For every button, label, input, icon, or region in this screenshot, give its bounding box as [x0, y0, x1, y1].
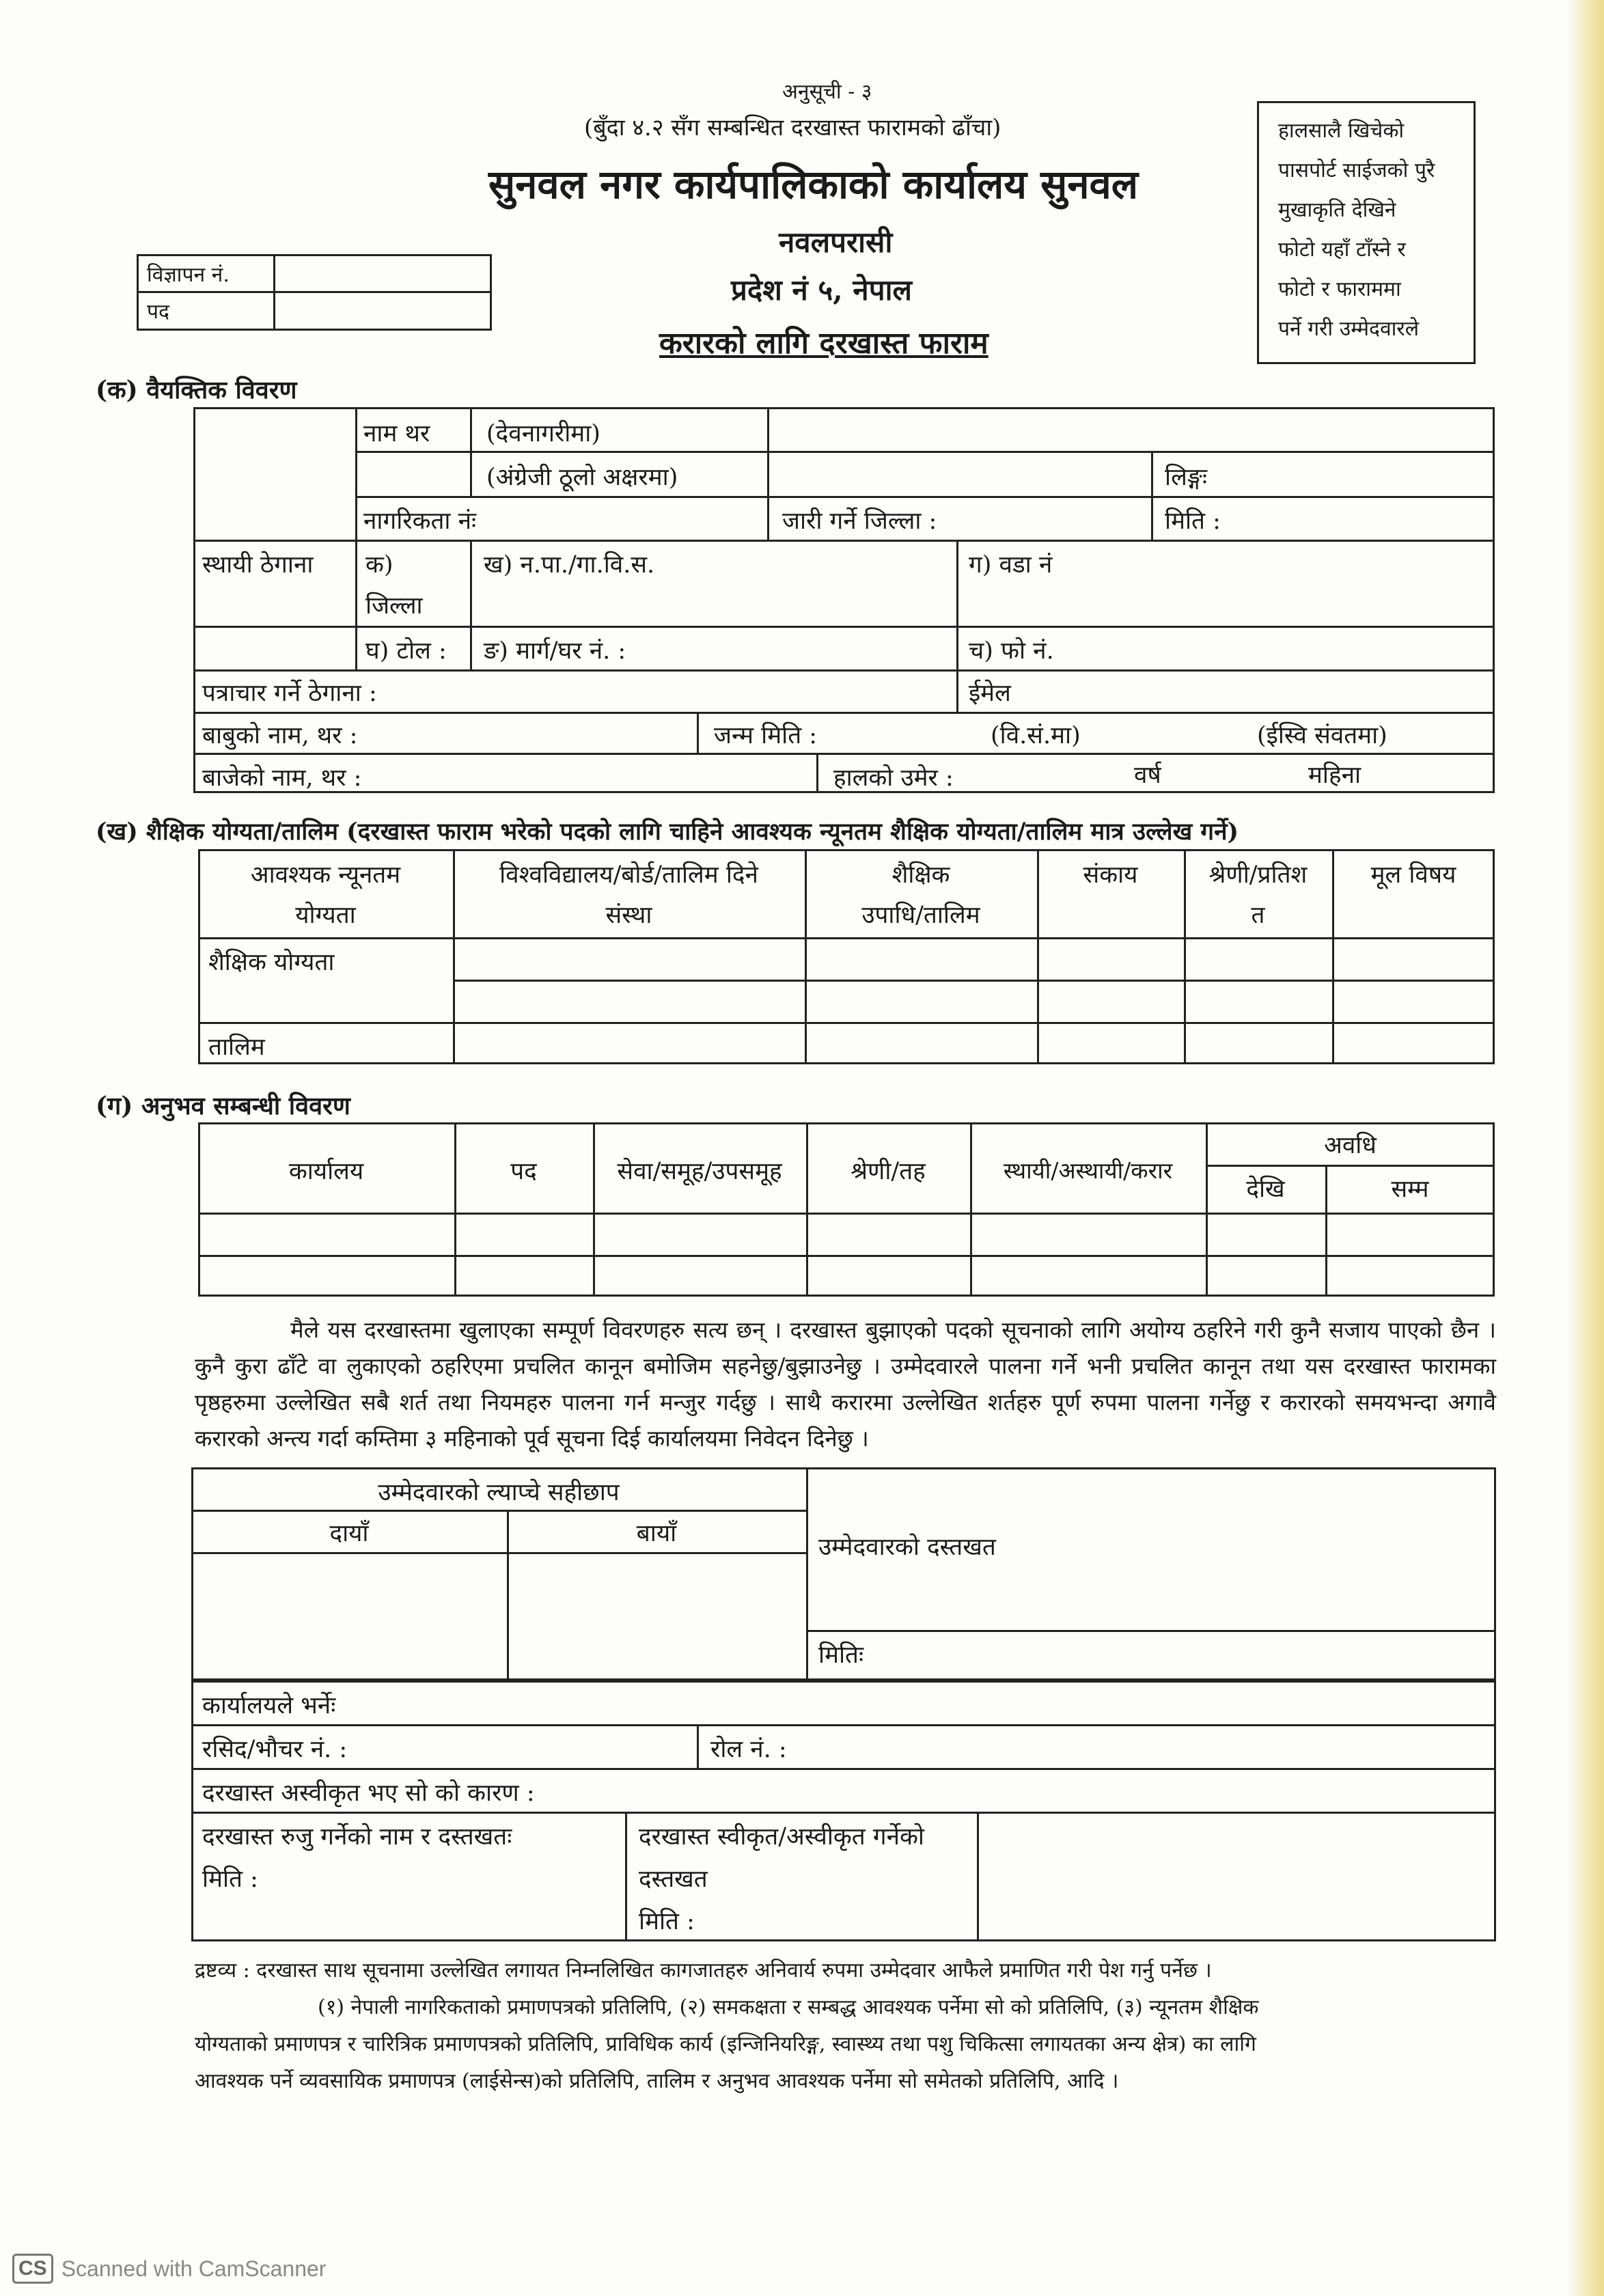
exp-header-from: देखि — [1246, 1176, 1285, 1203]
edu-header-qualification-2: योग्यता — [295, 902, 356, 929]
thumbprint-label: उम्मेदवारको ल्याप्चे सहीछाप — [378, 1479, 620, 1506]
left-thumb-label: बायाँ — [636, 1520, 677, 1547]
province-title: प्रदेश नं ५, नेपाल — [731, 273, 912, 307]
photo-line: मुखाकृति देखिने — [1278, 198, 1396, 222]
exp-header-level: श्रेणी/तह — [851, 1158, 926, 1185]
gender-label: लिङ्गः — [1165, 464, 1208, 491]
edu-header-institution-2: संस्था — [605, 902, 652, 929]
note-line-2: (१) नेपाली नागरिकताको प्रमाणपत्रको प्रतिलिपि, (२) समकक्षता र सम्बद्ध आवश्यक पर्नेमा सो को प्रतिलिपि, (३) न्यूनतम शैक्षिक — [318, 1995, 1259, 2019]
address-ka-label: क) — [365, 551, 393, 579]
edu-row-label: शैक्षिक योग्यता — [208, 949, 335, 976]
dob-bs-label: (वि.सं.मा) — [991, 722, 1081, 749]
edu-header-division: श्रेणी/प्रतिश — [1208, 861, 1308, 889]
checker-date-label: मिति : — [202, 1866, 258, 1893]
photo-line: हालसालै खिचेको — [1278, 119, 1405, 143]
advert-no-label: विज्ञापन नं. — [147, 263, 230, 287]
edu-header-subject: मूल विषय — [1370, 861, 1456, 889]
photo-line: फोटो यहाँ टाँस्ने र — [1278, 238, 1406, 262]
schedule-label: अनुसूची - ३ — [782, 80, 872, 104]
approver-date-label: मिति : — [639, 1908, 695, 1935]
note-line-3: योग्यताको प्रमाणपत्र र चारित्रिक प्रमाणपत्रको प्रतिलिपि, प्राविधिक कार्य (इन्जिनियरिङ्ग, स्वास्थ्य तथा पशु चिकित्सा लगायतका अन्य क्षेत्र) का लागि — [195, 2032, 1256, 2056]
exp-header-office: कार्यालय — [288, 1158, 364, 1185]
receipt-no-label: रसिद/भौचर नं. : — [202, 1736, 348, 1763]
note-line-1: द्रष्टव्य : दरखास्त साथ सूचनामा उल्लेखित लगायत निम्नलिखित कागजातहरु अनिवार्य रुपमा उम्मेदवार आफैले प्रमाणित गरी पेश गर्नु पर्नेछ । — [195, 1959, 1212, 1982]
right-thumb-label: दायाँ — [329, 1520, 369, 1547]
candidate-signature-label: उम्मेदवारको दस्तखत — [818, 1534, 996, 1561]
email-label: ईमेल — [969, 680, 1011, 707]
citizenship-label: नागरिकता नंः — [363, 508, 477, 535]
exp-header-period: अवधि — [1324, 1132, 1377, 1159]
camscanner-text: Scanned with CamScanner — [61, 2256, 327, 2281]
edu-header-qualification: आवश्यक न्यूनतम — [250, 861, 401, 889]
municipality-label: ख) न.पा./गा.वि.स. — [484, 551, 655, 579]
phone-label: च) फो नं. — [969, 637, 1054, 665]
photo-box — [1257, 101, 1476, 364]
father-name-label: बाबुको नाम, थर : — [202, 722, 358, 749]
name-devanagari-field[interactable] — [772, 413, 1489, 447]
grandfather-name-label: बाजेको नाम, थर : — [202, 764, 362, 792]
training-row-label: तालिम — [208, 1034, 265, 1061]
section-a-title: (क) वैयक्तिक विवरण — [96, 376, 297, 404]
edu-header-institution: विश्वविद्यालय/बोर्ड/तालिम दिने — [499, 861, 758, 889]
age-month-label: महिना — [1308, 762, 1361, 789]
photo-line: फोटो र फाराममा — [1278, 277, 1401, 301]
post-field[interactable] — [280, 295, 485, 327]
name-devanagari-label: (देवनागरीमा) — [486, 420, 600, 447]
edu-header-degree-2: उपाधि/तालिम — [861, 902, 980, 929]
correspondence-address-label: पत्राचार गर्ने ठेगाना : — [202, 680, 377, 707]
tole-label: घ) टोल : — [365, 637, 447, 665]
rejection-reason-label: दरखास्त अस्वीकृत भए सो को कारण : — [202, 1780, 535, 1807]
form-title: करारको लागि दरखास्त फाराम — [659, 326, 988, 361]
section-c-title: (ग) अनुभव सम्बन्धी विवरण — [96, 1092, 350, 1120]
checker-label: दरखास्त रुजु गर्नेको नाम र दस्तखतः — [202, 1823, 512, 1851]
edu-header-faculty: संकाय — [1083, 861, 1138, 889]
issue-date-label: मिति : — [1165, 508, 1221, 535]
exp-header-type: स्थायी/अस्थायी/करार — [1003, 1157, 1173, 1184]
camscanner-watermark — [12, 2252, 326, 2285]
name-english-label: (अंग्रेजी ठूलो अक्षरमा) — [486, 464, 678, 491]
name-label: नाम थर — [363, 420, 430, 447]
form-subtitle: (बुँदा ४.२ सँग सम्बन्धित दरखास्त फारामको ढाँचा) — [584, 114, 1001, 141]
name-english-field[interactable] — [772, 456, 1148, 492]
exp-header-service: सेवा/समूह/उपसमूह — [617, 1158, 782, 1185]
office-title: सुनवल नगर कार्यपालिकाको कार्यालय सुनवल — [488, 161, 1139, 208]
photo-line: पासपोर्ट साईजको पुरै — [1278, 158, 1435, 182]
note-line-4: आवश्यक पर्ने व्यवसायिक प्रमाणपत्र (लाईसेन्स)को प्रतिलिपि, तालिम र अनुभव आवश्यक पर्नेमा सो समेतको प्रतिलिपि, आदि । — [195, 2069, 1119, 2093]
exp-header-post: पद — [510, 1158, 537, 1185]
permanent-address-label: स्थायी ठेगाना — [202, 551, 314, 579]
advert-no-field[interactable] — [280, 258, 485, 287]
current-age-label: हालको उमेर : — [833, 764, 954, 792]
dob-ad-label: (ईस्वि संवतमा) — [1257, 722, 1387, 749]
camscanner-logo-icon: CS — [12, 2254, 53, 2284]
address-district-label: जिल्ला — [365, 592, 423, 620]
declaration-text: मैले यस दरखास्तमा खुलाएका सम्पूर्ण विवरणहरु सत्य छन् । दरखास्त बुझाएको पदको सूचनाको लागि अयोग्य ठहरिने गरी कुनै सजाय पाएको छैन । कुनै कुरा ढाँटे वा लुकाएको ठहरिएमा प्रचलित कानून बमोजिम सहनेछु/बुझाउनेछु । उम्मेदवारले पालना गर्ने भनी प्रचलित कानून तथा यस दरखास्त फारामका पृष्ठहरुमा उल्लेखित सबै शर्त तथा नियमहरु पालना गर्न मन्जुर गर्दछु । साथै करारमा उल्लेखित शर्तहरु पूर्ण रुपमा पालना गर्नेछु र करारको समयभन्दा अगावै करारको अन्त्य गर्दा कम्तिमा ३ महिनाको पूर्व सूचना दिई कार्यालयमा निवेदन दिनेछु । — [195, 1316, 1496, 1452]
edu-header-division-2: त — [1251, 902, 1265, 929]
roll-no-label: रोल नं. : — [710, 1736, 787, 1763]
post-label: पद — [147, 300, 169, 324]
age-year-label: वर्ष — [1134, 762, 1161, 789]
left-thumbprint-area[interactable] — [511, 1556, 802, 1676]
district-title: नवलपरासी — [779, 225, 893, 259]
approver-signature-label: दस्तखत — [639, 1866, 708, 1893]
issued-district-label: जारी गर्ने जिल्ला : — [782, 508, 937, 535]
office-use-block — [191, 1680, 1496, 1941]
street-house-label: ङ) मार्ग/घर नं. : — [484, 637, 626, 665]
dob-label: जन्म मिति : — [714, 722, 818, 749]
approver-label: दरखास्त स्वीकृत/अस्वीकृत गर्नेको — [639, 1823, 924, 1851]
page-edge-tint — [1566, 0, 1604, 2296]
right-thumbprint-area[interactable] — [195, 1556, 503, 1676]
office-fill-label: कार्यालयले भर्नेः — [202, 1692, 336, 1719]
edu-header-degree: शैक्षिक — [891, 861, 950, 889]
signature-date-label: मितिः — [818, 1642, 864, 1669]
photo-line: पर्ने गरी उम्मेदवारले — [1278, 317, 1420, 341]
section-b-title: (ख) शैक्षिक योग्यता/तालिम (दरखास्त फाराम भरेको पदको लागि चाहिने आवश्यक न्यूनतम शैक्षिक योग्यता/तालिम मात्र उल्लेख गर्ने) — [96, 818, 1239, 846]
ward-label: ग) वडा नं — [969, 551, 1053, 579]
exp-header-to: सम्म — [1391, 1176, 1429, 1203]
